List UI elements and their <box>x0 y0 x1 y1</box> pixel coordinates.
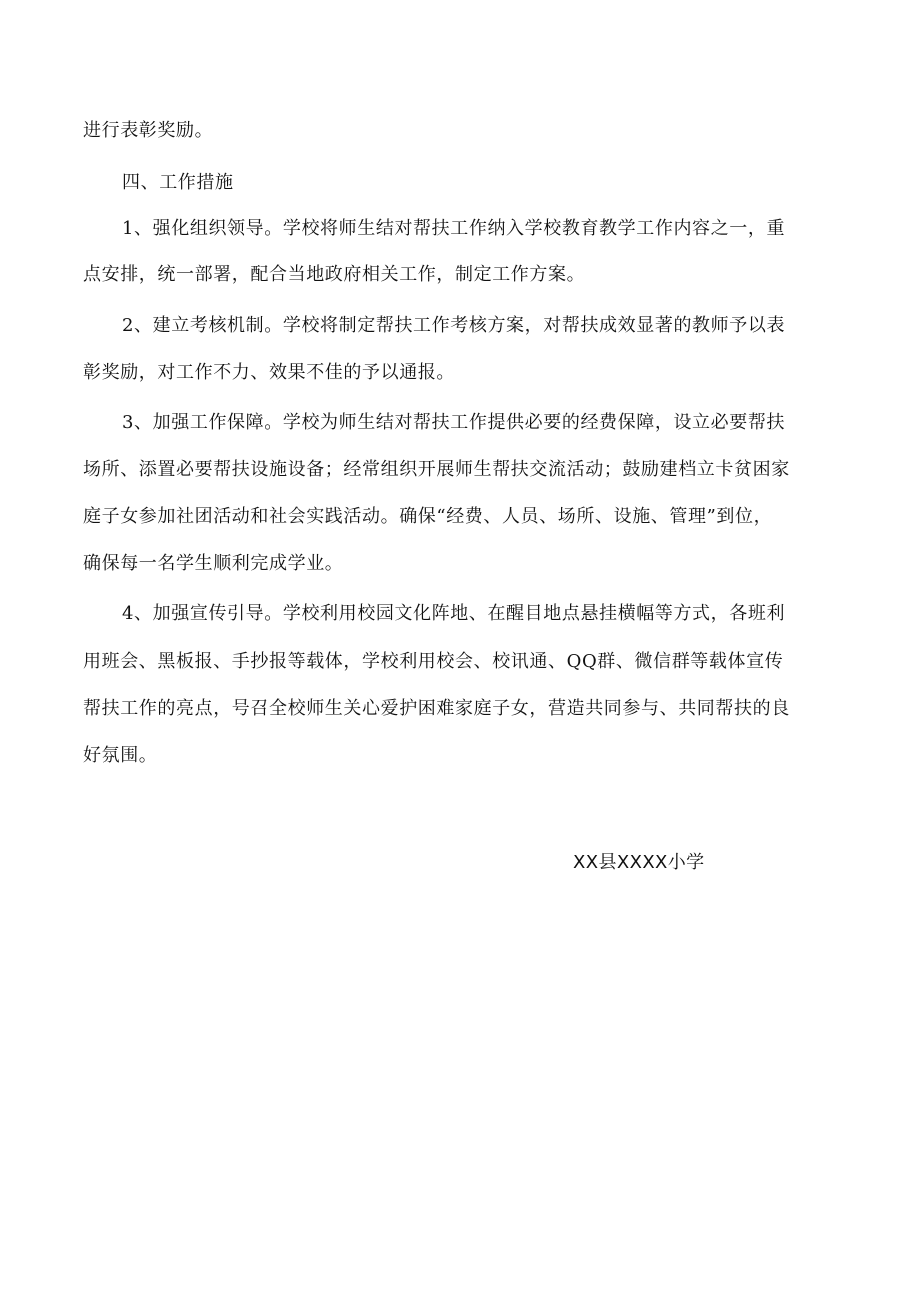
text-line-6: 彰奖励，对工作不力、效果不佳的予以通报。 <box>83 362 455 383</box>
text-line-4: 点安排，统一部署，配合当地政府相关工作，制定工作方案。 <box>83 264 586 285</box>
signature: XX县XXXX小学 <box>573 852 705 873</box>
text-line-5: 2、建立考核机制。学校将制定帮扶工作考核方案，对帮扶成效显著的教师予以表 <box>122 315 786 336</box>
text-line-8: 场所、添置必要帮扶设施设备；经常组织开展师生帮扶交流活动；鼓励建档立卡贫困家 <box>83 459 790 480</box>
text-line-10: 确保每一名学生顺利完成学业。 <box>83 553 344 574</box>
text-line-11: 4、加强宣传引导。学校利用校园文化阵地、在醒目地点悬挂横幅等方式，各班利 <box>122 603 786 624</box>
text-line-12: 用班会、黑板报、手抄报等载体，学校利用校会、校讯通、QQ群、微信群等载体宣传 <box>83 651 784 672</box>
text-line-3: 1、强化组织领导。学校将师生结对帮扶工作纳入学校教育教学工作内容之一，重 <box>122 218 786 239</box>
section-heading: 四、工作措施 <box>122 172 234 193</box>
text-line-9: 庭子女参加社团活动和社会实践活动。确保“经费、人员、场所、设施、管理”到位， <box>83 506 773 527</box>
text-line-13: 帮扶工作的亮点，号召全校师生关心爱护困难家庭子女，营造共同参与、共同帮扶的良 <box>83 698 790 719</box>
text-line-1: 进行表彰奖励。 <box>83 120 214 141</box>
text-line-14: 好氛围。 <box>83 745 158 766</box>
text-line-7: 3、加强工作保障。学校为师生结对帮扶工作提供必要的经费保障，设立必要帮扶 <box>122 412 786 433</box>
